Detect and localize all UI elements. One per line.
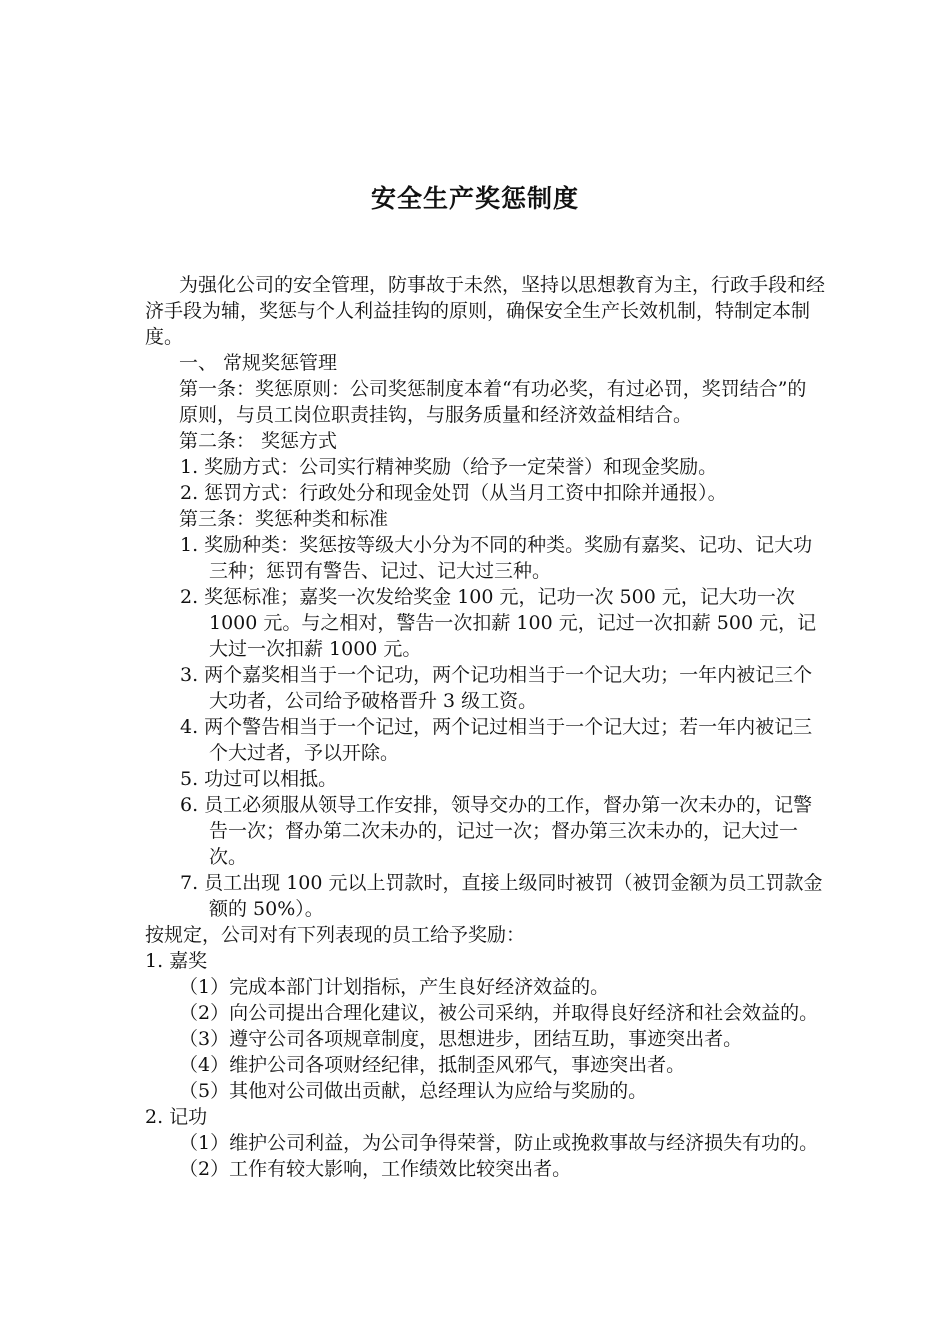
section-heading: 一、 常规奖惩管理 xyxy=(179,352,338,374)
list-item: 1. 奖励种类：奖惩按等级大小分为不同的种类。奖励有嘉奖、记功、记大功三种；惩罚有警告、记过、记大过三种。 xyxy=(180,534,813,582)
list-item: 6. 员工必须服从领导工作安排，领导交办的工作，督办第一次未办的，记警告一次；督办第二次未办的，记过一次；督办第三次未办的，记大过一次。 xyxy=(180,794,813,868)
reward-1-heading: 1. 嘉奖 xyxy=(145,950,208,972)
list-item: 4. 两个警告相当于一个记过，两个记过相当于一个记大过；若一年内被记三个大过者，予以开除。 xyxy=(180,716,813,764)
reward-2-heading: 2. 记功 xyxy=(145,1106,208,1128)
list-item: 2. 奖惩标准；嘉奖一次发给奖金 100 元，记功一次 500 元，记大功一次 1000 元。与之相对，警告一次扣薪 100 元，记过一次扣薪 500 元，记大过一次扣薪 1000 元。 xyxy=(180,586,817,660)
list-item: （1）完成本部门计划指标，产生良好经济效益的。 xyxy=(179,976,610,998)
list-item: 5. 功过可以相抵。 xyxy=(180,768,338,790)
article-2-heading: 第二条： 奖惩方式 xyxy=(179,430,338,452)
document-body xyxy=(145,272,825,1182)
list-item: 7. 员工出现 100 元以上罚款时，直接上级同时被罚（被罚金额为员工罚款金额的 50%）。 xyxy=(180,872,823,920)
list-item: （2）向公司提出合理化建议，被公司采纳，并取得良好经济和社会效益的。 xyxy=(179,1002,819,1024)
reward-intro: 按规定，公司对有下列表现的员工给予奖励： xyxy=(145,924,526,946)
list-item: （4）维护公司各项财经纪律，抵制歪风邪气，事迹突出者。 xyxy=(179,1054,686,1076)
list-item: （2）工作有较大影响，工作绩效比较突出者。 xyxy=(179,1158,572,1180)
intro-paragraph: 为强化公司的安全管理，防事故于未然，坚持以思想教育为主，行政手段和经济手段为辅，奖惩与个人利益挂钩的原则，确保安全生产长效机制，特制定本制度。 xyxy=(145,274,826,348)
list-item: 1. 奖励方式：公司实行精神奖励（给予一定荣誉）和现金奖励。 xyxy=(180,456,718,478)
list-item: 3. 两个嘉奖相当于一个记功，两个记功相当于一个记大功；一年内被记三个大功者，公司给予破格晋升 3 级工资。 xyxy=(180,664,813,712)
list-item: （3）遵守公司各项规章制度，思想进步，团结互助，事迹突出者。 xyxy=(179,1028,743,1050)
list-item: （5）其他对公司做出贡献，总经理认为应给与奖励的。 xyxy=(179,1080,648,1102)
document-title: 安全生产奖惩制度 xyxy=(370,184,579,213)
list-item: （1）维护公司利益，为公司争得荣誉，防止或挽救事故与经济损失有功的。 xyxy=(179,1132,819,1154)
article-1: 第一条：奖惩原则：公司奖惩制度本着“有功必奖，有过必罚，奖罚结合”的原则，与员工岗位职责挂钩，与服务质量和经济效益相结合。 xyxy=(179,378,807,426)
article-3-heading: 第三条：奖惩种类和标准 xyxy=(179,508,389,530)
list-item: 2. 惩罚方式：行政处分和现金处罚（从当月工资中扣除并通报）。 xyxy=(180,482,727,504)
